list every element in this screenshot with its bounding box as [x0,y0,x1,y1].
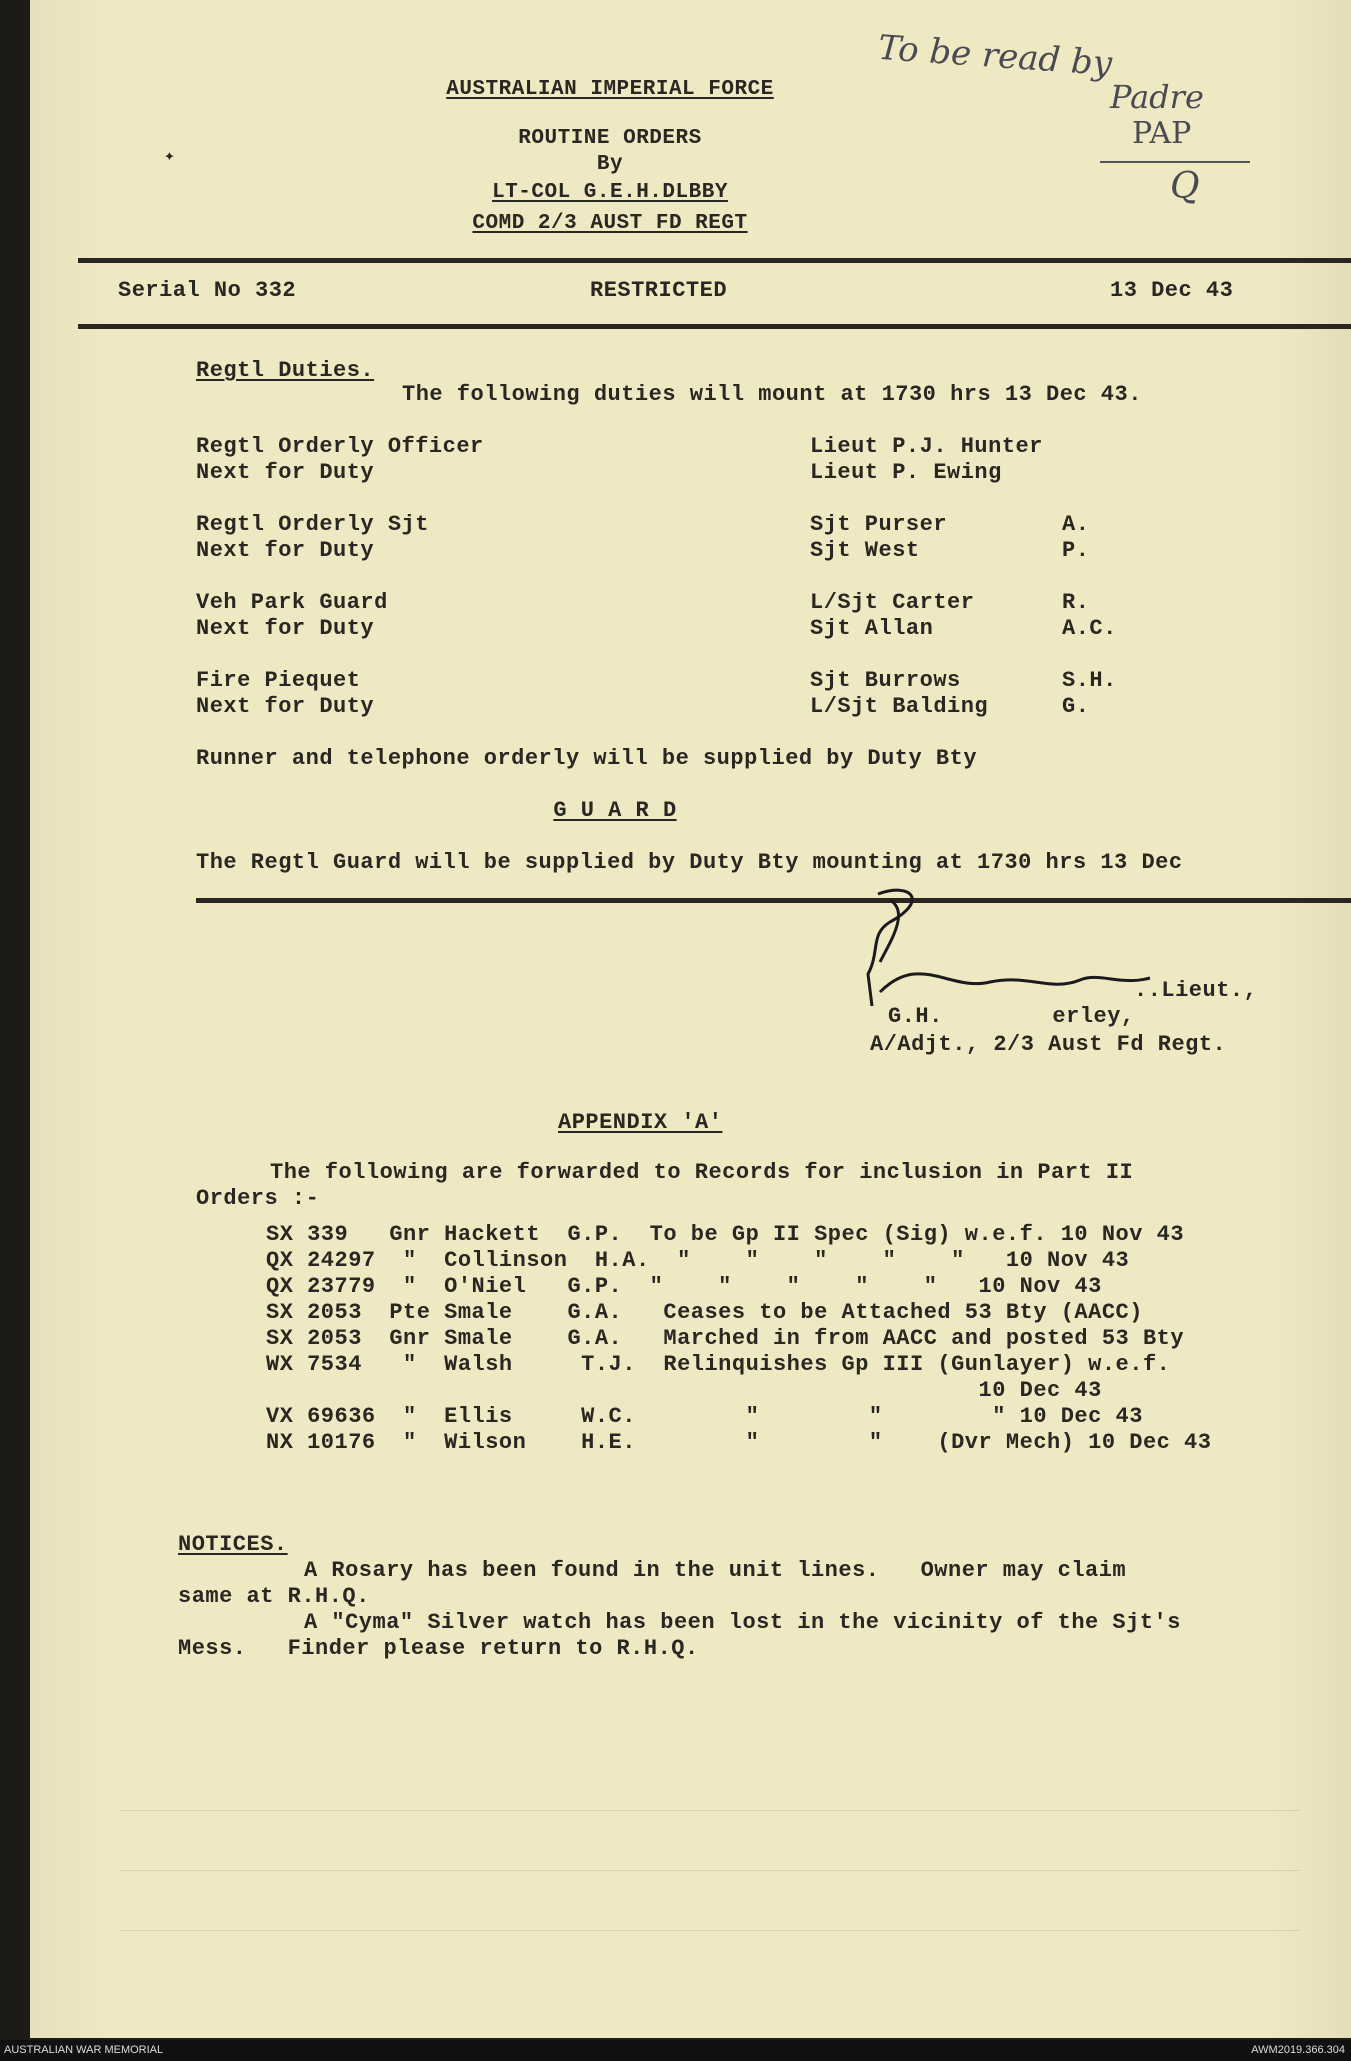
appendix-row: 10 Dec 43 [266,1378,1102,1403]
ink-mark: ✦ [164,147,175,167]
force-title: AUSTRALIAN IMPERIAL FORCE [446,78,774,101]
duty-name: Regtl Orderly Sjt [196,512,429,537]
notice-rosary-cont: same at R.H.Q. [178,1584,370,1609]
appendix-intro: The following are forwarded to Records for inclusion in Part II [270,1160,1134,1185]
duty-name: Next for Duty [196,460,375,485]
show-through-area [30,1780,1351,2010]
appendix-intro-cont: Orders :- [196,1186,320,1211]
appendix-row: VX 69636 " Ellis W.C. " " " 10 Dec 43 [266,1404,1143,1429]
handwritten-note-line1: To be read by [876,27,1114,85]
appendix-row: SX 2053 Gnr Smale G.A. Marched in from AACC and posted 53 Bty [266,1326,1185,1351]
archive-reference: AWM2019.366.304 [1251,2044,1345,2056]
duty-name: Fire Piequet [196,668,361,693]
appendix-row: WX 7534 " Walsh T.J. Relinquishes Gp III (Gunlayer) w.e.f. [266,1352,1171,1377]
duty-bty: P. [1062,538,1090,563]
duty-name: Next for Duty [196,538,375,563]
regtl-duties-intro: The following duties will mount at 1730 hrs 13 Dec 43. [402,382,1142,407]
handwritten-note-line3: PAP [1132,116,1192,151]
duty-name: Next for Duty [196,616,375,641]
commander-name: LT-COL G.E.H.DLBBY [492,181,728,204]
runner-note: Runner and telephone orderly will be supplied by Duty Bty [196,746,978,771]
signature-line3: A/Adjt., 2/3 Aust Fd Regt. [870,1032,1227,1057]
duty-person: Lieut P.J. Hunter [810,434,1043,459]
duty-person: Sjt Allan [810,616,934,641]
notice-rosary: A Rosary has been found in the unit lines. Owner may claim [304,1558,1127,1583]
appendix-row: SX 339 Gnr Hackett G.P. To be Gp II Spec (Sig) w.e.f. 10 Nov 43 [266,1222,1185,1247]
handwritten-underline [1100,161,1250,163]
orders-by: By [596,153,624,176]
appendix-row: QX 23779 " O'Niel G.P. " " " " " 10 Nov 43 [266,1274,1102,1299]
classification: RESTRICTED [590,278,728,303]
notice-watch-cont: Mess. Finder please return to R.H.Q. [178,1636,699,1661]
archive-name: AUSTRALIAN WAR MEMORIAL [4,2044,164,2056]
duty-name: Veh Park Guard [196,590,388,615]
handwritten-note-line2: Padre [1110,78,1204,116]
appendix-heading: APPENDIX 'A' [558,1110,723,1135]
document-page [30,0,1351,2038]
duty-name: Regtl Orderly Officer [196,434,484,459]
guard-heading: G U A R D [553,798,677,823]
duty-bty: A.C. [1062,616,1117,641]
notice-watch: A "Cyma" Silver watch has been lost in the vicinity of the Sjt's [304,1610,1181,1635]
duty-person: L/Sjt Balding [810,694,989,719]
duty-person: Sjt Burrows [810,668,961,693]
appendix-row: NX 10176 " Wilson H.E. " " (Dvr Mech) 10 Dec 43 [266,1430,1212,1455]
command-unit: COMD 2/3 AUST FD REGT [472,212,748,235]
notices-heading: NOTICES. [178,1532,288,1557]
duty-bty: R. [1062,590,1090,615]
order-date: 13 Dec 43 [1110,278,1234,303]
duty-bty: S.H. [1062,668,1117,693]
serial-number: Serial No 332 [118,278,297,303]
appendix-row: SX 2053 Pte Smale G.A. Ceases to be Attached 53 Bty (AACC) [266,1300,1143,1325]
duty-name: Next for Duty [196,694,375,719]
orders-title: ROUTINE ORDERS [518,127,702,150]
duty-person: Sjt West [810,538,920,563]
appendix-row: QX 24297 " Collinson H.A. " " " " " 10 Nov 43 [266,1248,1130,1273]
signature-line1: ..Lieut., [1134,978,1258,1003]
archive-footer [0,2040,1351,2061]
duty-bty: G. [1062,694,1090,719]
guard-text: The Regtl Guard will be supplied by Duty Bty mounting at 1730 hrs 13 Dec [196,850,1183,875]
handwritten-note-line4: Q [1170,166,1200,207]
serial-bar-bottom-rule [78,324,1351,329]
serial-bar-top-rule [78,258,1351,263]
duty-person: Sjt Purser [810,512,948,537]
regtl-duties-heading: Regtl Duties. [196,358,375,383]
duty-person: Lieut P. Ewing [810,460,1002,485]
duty-person: L/Sjt Carter [810,590,975,615]
duty-bty: A. [1062,512,1090,537]
signature-line2: G.H. erley, [888,1004,1135,1029]
